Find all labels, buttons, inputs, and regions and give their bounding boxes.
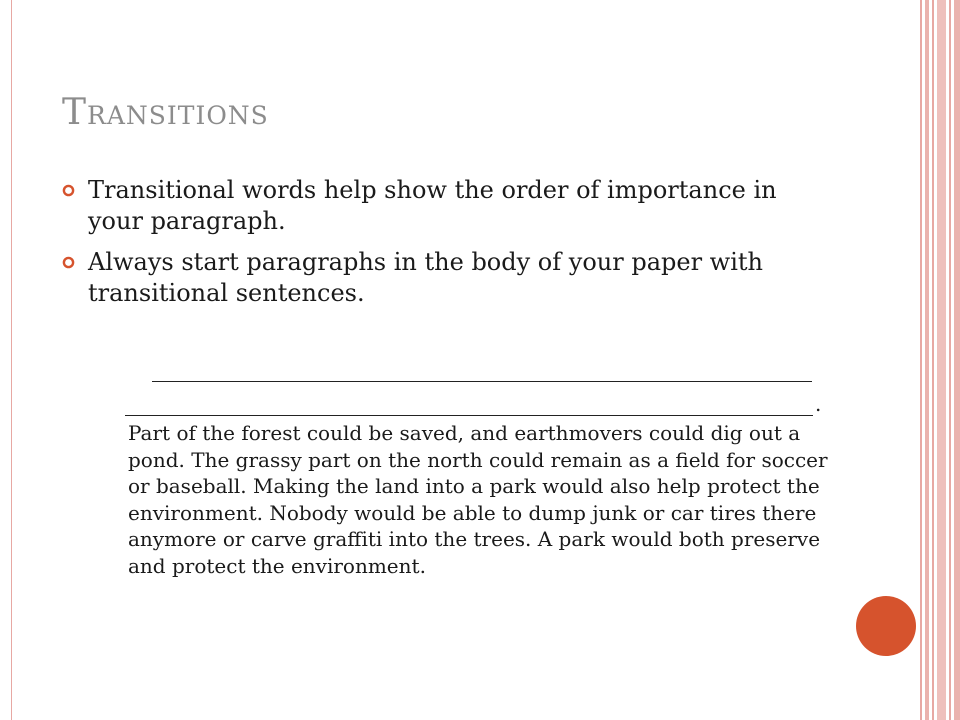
border-stripe [932, 0, 934, 720]
border-stripe [954, 0, 960, 720]
blank-period: . [815, 392, 822, 416]
bullet-item [62, 175, 822, 237]
open-circle-bullet-icon [62, 184, 75, 197]
border-stripe [949, 0, 951, 720]
orange-circle-decoration [856, 596, 916, 656]
bullet-item [62, 247, 822, 309]
example-paragraph: Part of the forest could be saved, and earthmovers could dig out a pond. The grassy part on the north could remain as a field for soccer or baseball. Making the land into a park would also help protect the environment. Nobody would be able to dump junk or car tires there anymore or carve graffiti into the trees. A park would both preserve and protect the environment. [128, 421, 828, 578]
bullet-text: Always start paragraphs in the body of your paper with transitional sentences. [88, 248, 763, 307]
border-stripe [925, 0, 929, 720]
bullet-text: Transitional words help show the order of importance in your paragraph. [88, 176, 777, 235]
fill-in-blank-line [125, 415, 813, 416]
bullet-list [62, 175, 822, 319]
left-border-line [11, 0, 12, 720]
slide-title: Transitions [62, 92, 269, 133]
border-stripe [920, 0, 922, 720]
border-stripe [937, 0, 946, 720]
open-circle-bullet-icon [62, 256, 75, 269]
right-border-stripes [920, 0, 960, 720]
fill-in-blank-line [152, 381, 812, 382]
